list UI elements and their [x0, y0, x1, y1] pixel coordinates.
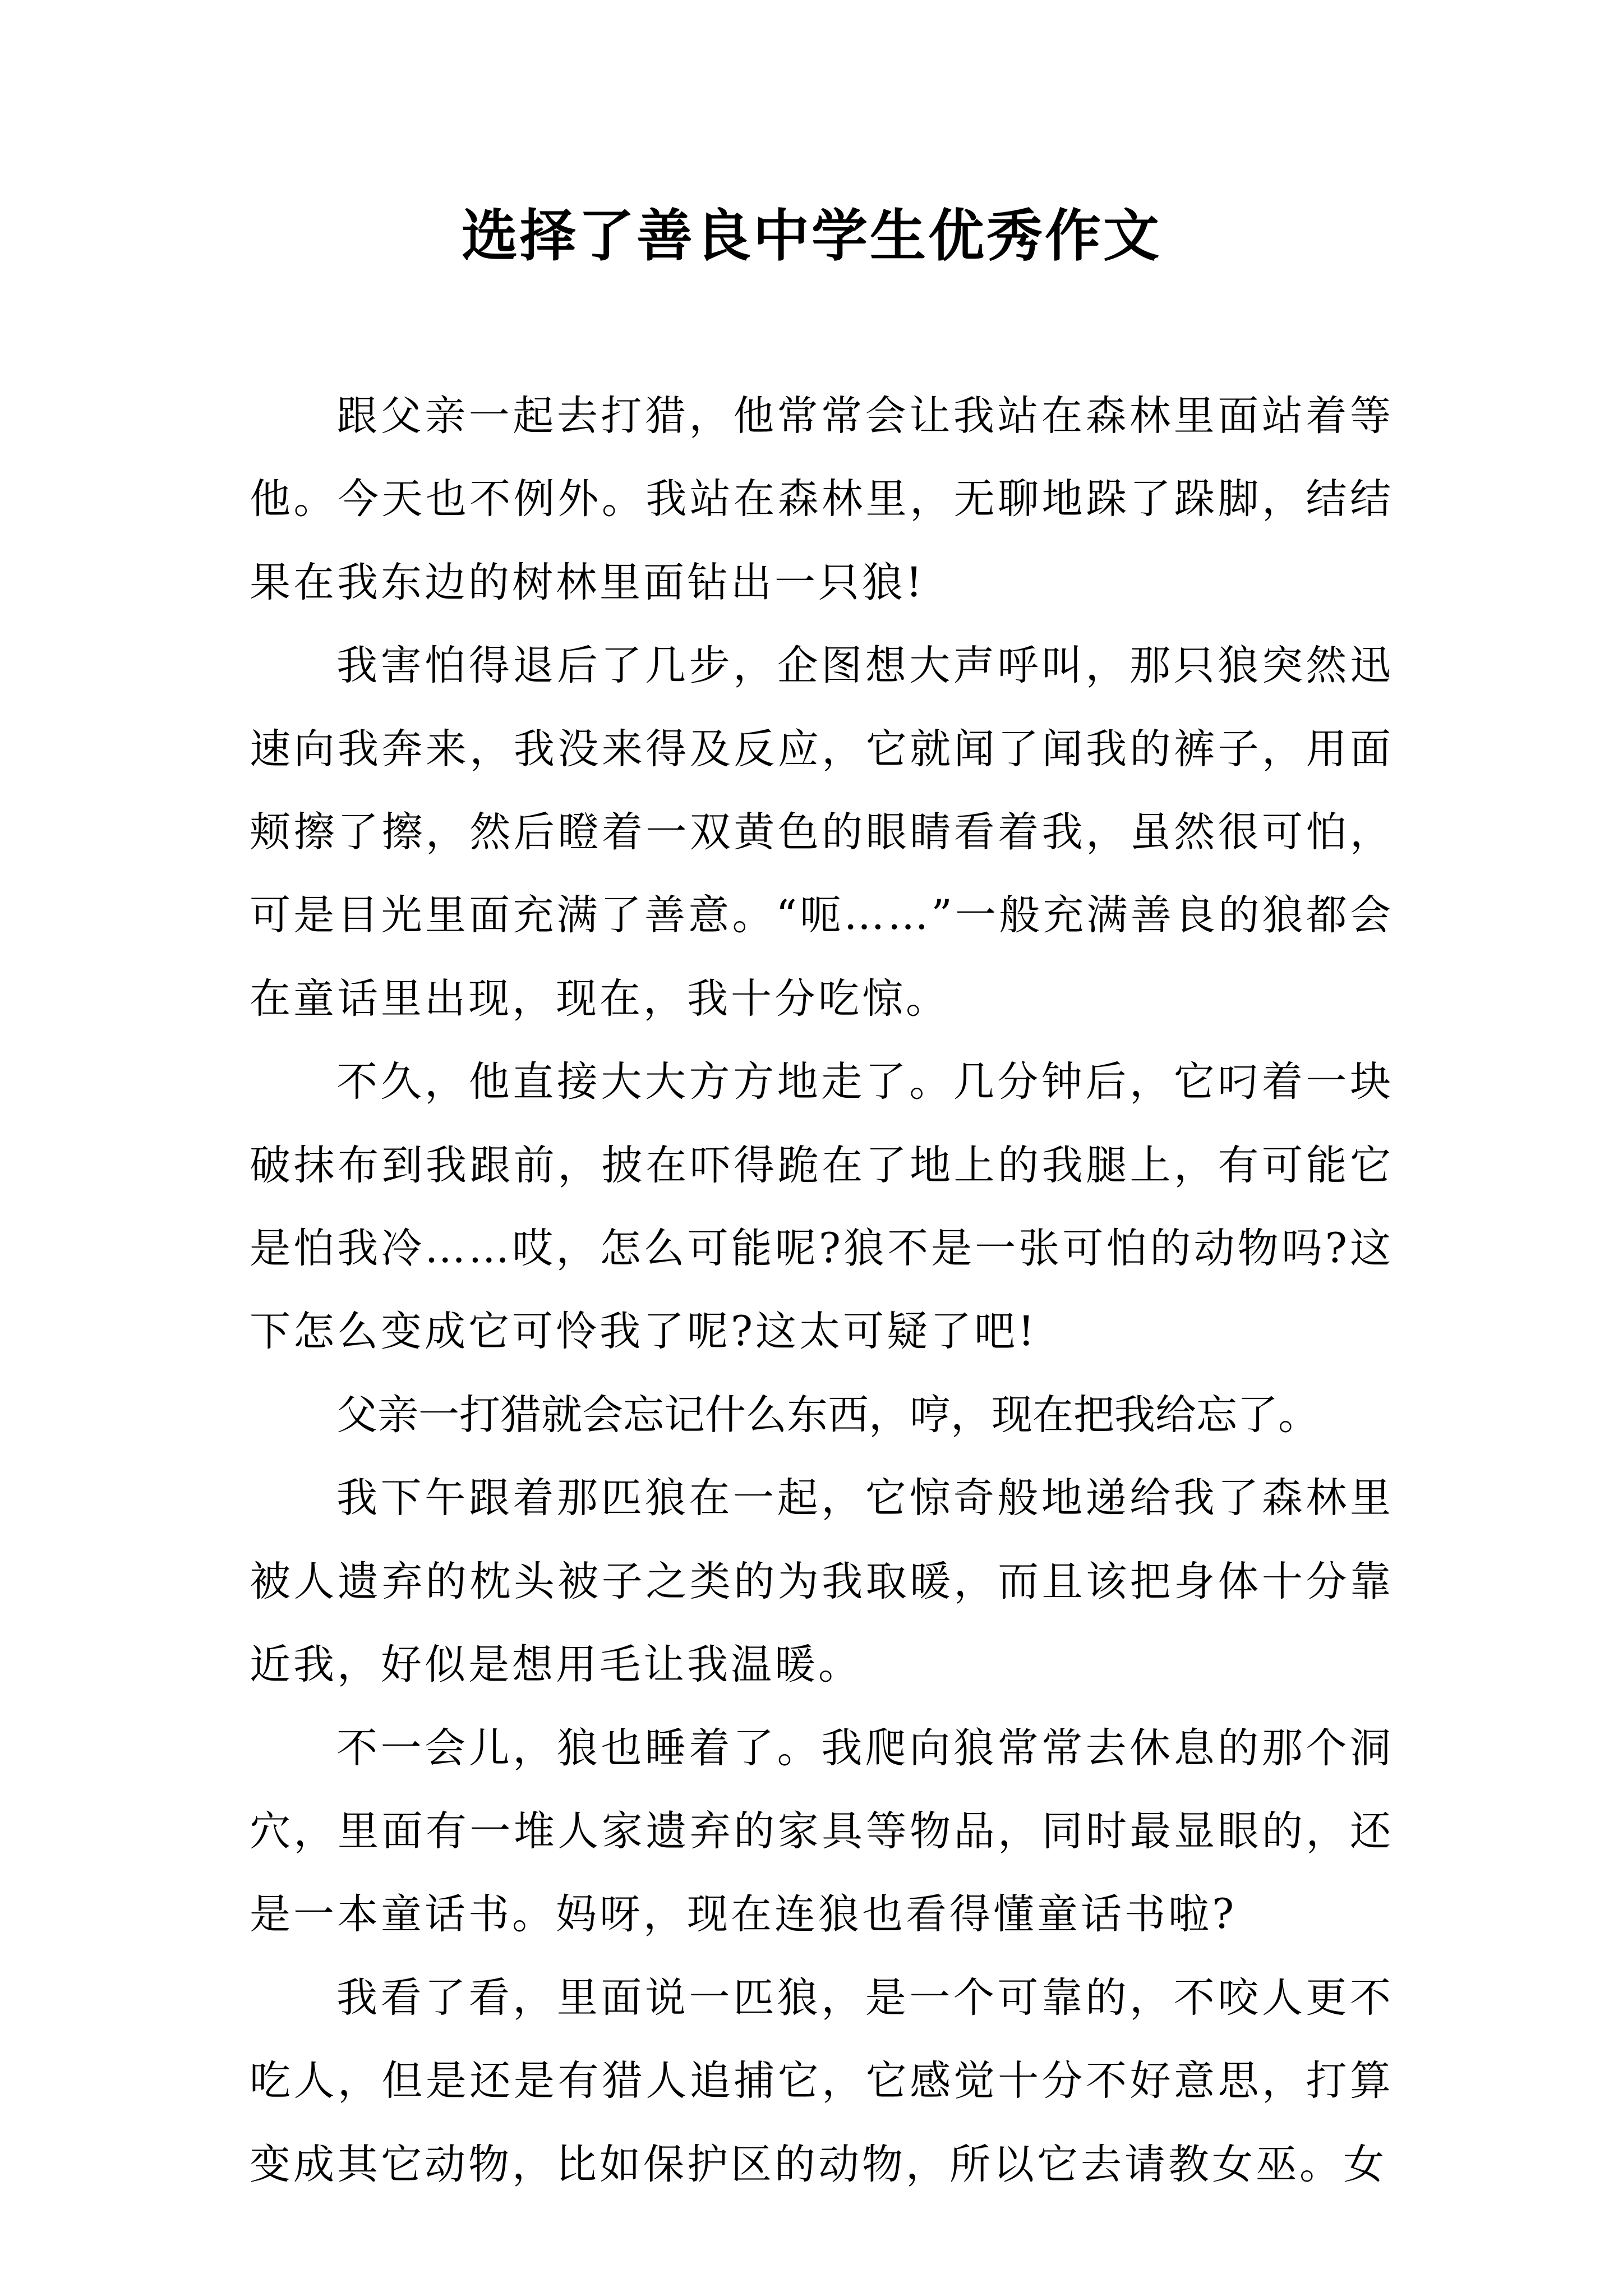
- paragraph-7: 我看了看，里面说一匹狼，是一个可靠的，不咬人更不吃人，但是还是有猎人追捕它，它感觉十分不好意思，打算变成其它动物，比如保护区的动物，所以它去请教女巫。女: [250, 1973, 1394, 2188]
- paragraph-6: 不一会儿，狼也睡着了。我爬向狼常常去休息的那个洞穴，里面有一堆人家遗弃的家具等物品，同时最显眼的，还是一本童话书。妈呀，现在连狼也看得懂童话书啦?: [250, 1724, 1394, 1939]
- paragraph-2: 我害怕得退后了几步，企图想大声呼叫，那只狼突然迅速向我奔来，我没来得及反应，它就闻了闻我的裤子，用面颊擦了擦，然后瞪着一双黄色的眼睛看着我，虽然很可怕，可是目光里面充满了善意。“呃……”一般充满善良的狼都会在童话里出现，现在，我十分吃惊。: [250, 642, 1394, 1023]
- document-body: [250, 375, 1394, 2206]
- paragraph-3: 不久，他直接大大方方地走了。几分钟后，它叼着一块破抹布到我跟前，披在吓得跪在了地上的我腿上，有可能它是怕我冷……哎，怎么可能呢?狼不是一张可怕的动物吗?这下怎么变成它可怜我了呢?这太可疑了吧!: [250, 1058, 1394, 1356]
- paragraph-4: 父亲一打猎就会忘记什么东西，哼，现在把我给忘了。: [336, 1391, 1319, 1439]
- document-title: 选择了善良中学生优秀作文: [462, 203, 1161, 269]
- paragraph-1: 跟父亲一起去打猎，他常常会让我站在森林里面站着等他。今天也不例外。我站在森林里，无聊地跺了跺脚，结结果在我东边的树林里面钻出一只狼!: [250, 392, 1394, 606]
- paragraph-5: 我下午跟着那匹狼在一起，它惊奇般地递给我了森林里被人遗弃的枕头被子之类的为我取暖，而且该把身体十分靠近我，好似是想用毛让我温暖。: [250, 1474, 1394, 1689]
